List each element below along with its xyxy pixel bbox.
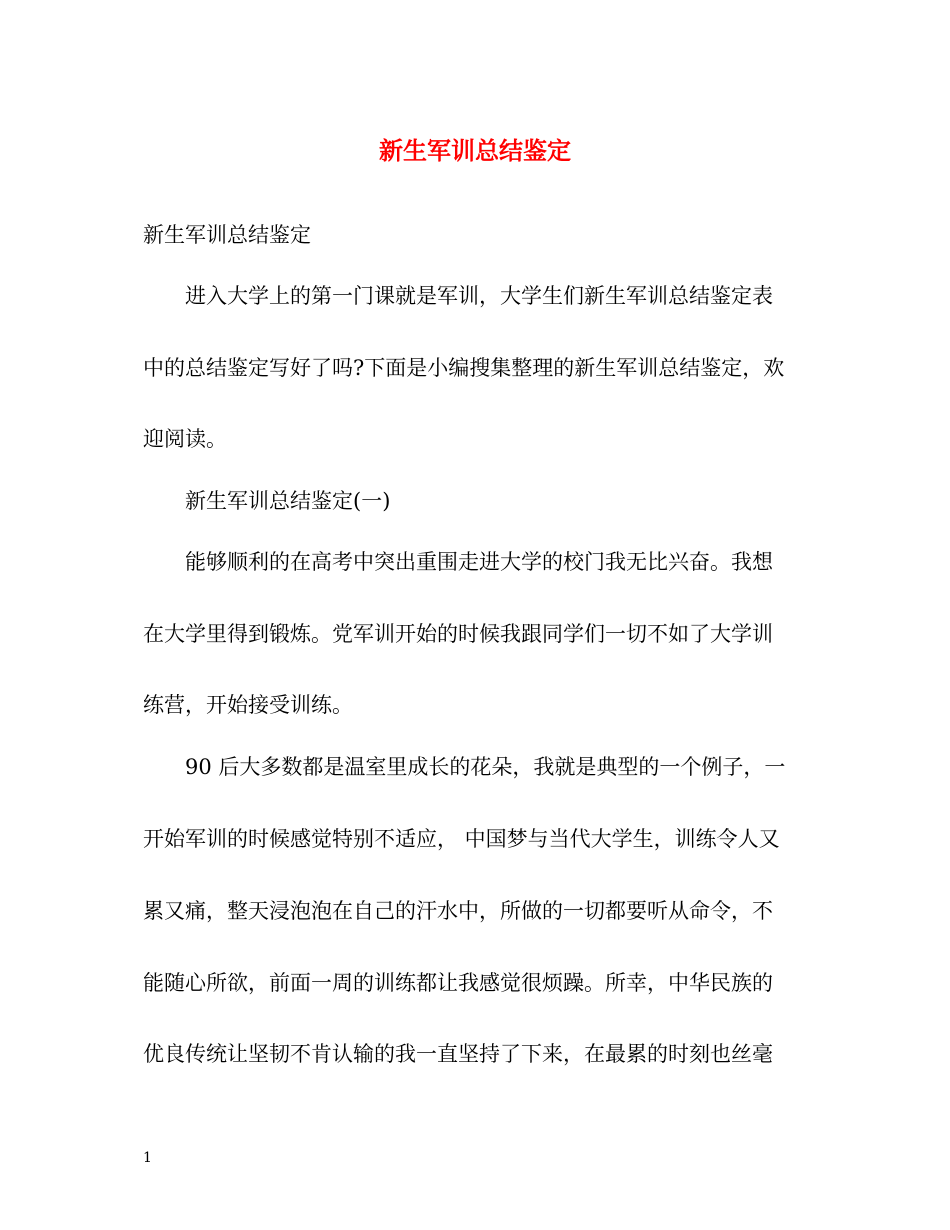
paragraph-line: 能够顺利的在高考中突出重围走进大学的校门我无比兴奋。我想 — [185, 550, 773, 574]
subtitle-line: 新生军训总结鉴定 — [143, 223, 311, 247]
paragraph-line: 中的总结鉴定写好了吗?下面是小编搜集整理的新生军训总结鉴定，欢 — [143, 356, 785, 380]
paragraph-line: 迎阅读。 — [143, 427, 227, 451]
document-title: 新生军训总结鉴定 — [379, 136, 571, 165]
paragraph-line: 能随心所欲，前面一周的训练都让我感觉很烦躁。所幸，中华民族的 — [143, 971, 773, 995]
paragraph-line: 在大学里得到锻炼。党军训开始的时候我跟同学们一切不如了大学训 — [143, 622, 773, 646]
paragraph-line: 进入大学上的第一门课就是军训，大学生们新生军训总结鉴定表 — [185, 284, 773, 308]
paragraph-line: 优良传统让坚韧不肯认输的我一直坚持了下来，在最累的时刻也丝毫 — [143, 1042, 773, 1066]
paragraph-line: 累又痛，整天浸泡泡在自己的汗水中，所做的一切都要听从命令，不 — [143, 899, 773, 923]
paragraph-line: 练营，开始接受训练。 — [143, 693, 353, 717]
paragraph-line: 开始军训的时候感觉特别不适应， 中国梦与当代大学生，训练令人又 — [143, 827, 780, 851]
page-number: 1 — [143, 1150, 152, 1166]
section-heading: 新生军训总结鉴定(一) — [185, 489, 391, 513]
paragraph-line: 90 后大多数都是温室里成长的花朵，我就是典型的一个例子，一 — [185, 755, 786, 779]
